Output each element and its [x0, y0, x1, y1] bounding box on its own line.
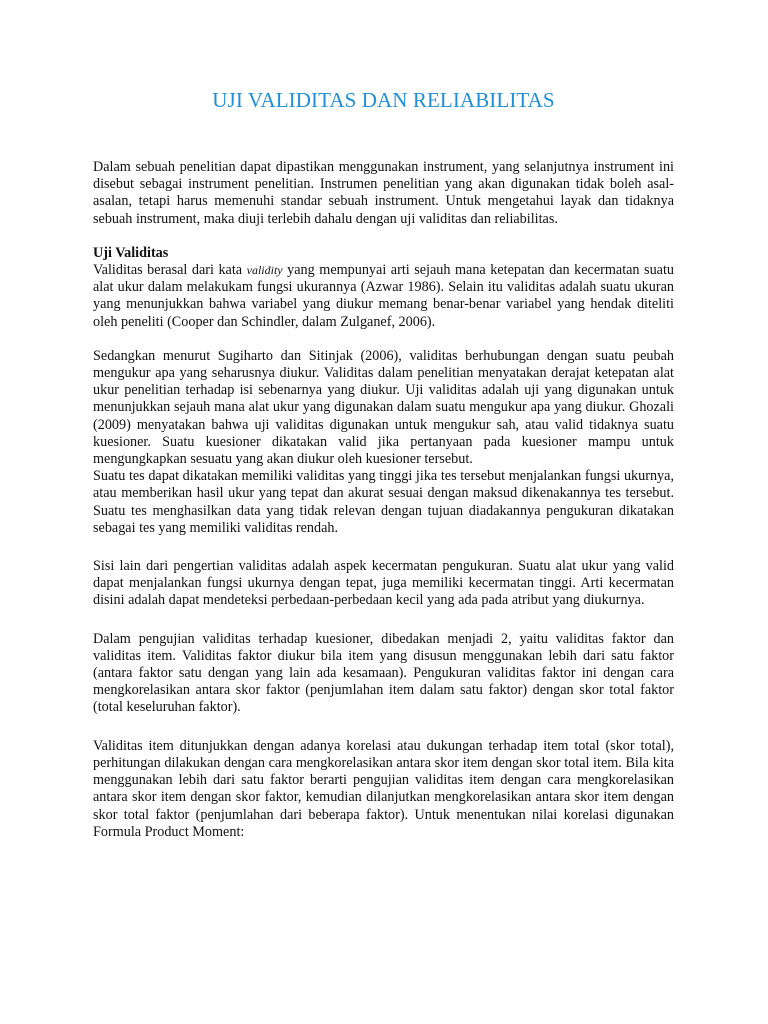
- document-title: UJI VALIDITAS DAN RELIABILITAS: [212, 88, 555, 112]
- paragraph-text: Validitas berasal dari kata: [93, 262, 247, 279]
- italic-term: validity: [246, 263, 283, 278]
- paragraph-test-validity: Suatu tes dapat dikatakan memiliki validitas yang tinggi jika tes tersebut menjalankan fungsi ukurnya, atau memberikan hasil ukur yang tepat dan akurat sesuai dengan maksud dikenakannya tes tersebut. Suatu tes menghasilkan data yang tidak relevan dengan tujuan diadakannya pengukuran dikatakan sebagai tes yang memiliki validitas rendah.: [93, 468, 674, 536]
- paragraph-accuracy: Sisi lain dari pengertian validitas adalah aspek kecermatan pengukuran. Suatu alat ukur yang valid dapat menjalankan fungsi ukurnya dengan tepat, juga memiliki kecermatan tinggi. Arti kecermatan disini adalah dapat mendeteksi perbedaan-perbedaan kecil yang ada pada atribut yang diukurnya.: [93, 558, 674, 609]
- paragraph-text: yang mempunyai arti sejauh mana ketepatan dan kecermatan suatu alat ukur dalam melakukam fungsi ukurannya (Azwar 1986). Selain itu validitas adalah suatu ukuran yang menunjukkan bahwa variabel yang diukur memang benar-benar variabel yang hendak diteliti oleh peneliti (Cooper dan Schindler, dalam Zulganef, 2006).: [93, 262, 675, 330]
- paragraph-factor-validity: Dalam pengujian validitas terhadap kuesioner, dibedakan menjadi 2, yaitu validitas faktor dan validitas item. Validitas faktor diukur bila item yang disusun menggunakan lebih dari satu faktor (antara faktor satu dengan yang lain ada kesamaan). Pengukuran validitas faktor ini dengan cara mengkorelasikan antara skor faktor (penjumlahan item dalam satu faktor) dengan skor total faktor (total keseluruhan faktor).: [93, 630, 674, 716]
- paragraph-validity-definition: [93, 262, 674, 331]
- section-heading: Uji Validitas: [93, 244, 169, 261]
- intro-paragraph: Dalam sebuah penelitian dapat dipastikan menggunakan instrument, yang selanjutnya instrument ini disebut sebagai instrument penelitian. Instrumen penelitian yang akan digunakan tidak boleh asal-asalan, tetapi harus memenuhi standar sebuah instrument. Untuk mengetahui layak dan tidaknya sebuah instrument, maka diuji terlebih dahalu dengan uji validitas dan reliabilitas.: [93, 159, 674, 227]
- paragraph-sugiharto: Sedangkan menurut Sugiharto dan Sitinjak (2006), validitas berhubungan dengan suatu peubah mengukur apa yang seharusnya diukur. Validitas dalam penelitian menyatakan derajat ketepatan alat ukur penelitian terhadap isi sebenarnya yang diukur. Uji validitas adalah uji yang digunakan untuk menunjukkan sejauh mana alat ukur yang digunakan dalam suatu mengukur apa yang diukur. Ghozali (2009) menyatakan bahwa uji validitas digunakan untuk mengukur sah, atau valid tidaknya suatu kuesioner. Suatu kuesioner dikatakan valid jika pertanyaan pada kuesioner mampu untuk mengungkapkan sesuatu yang akan diukur oleh kuesioner tersebut.: [93, 347, 674, 468]
- paragraph-item-validity: Validitas item ditunjukkan dengan adanya korelasi atau dukungan terhadap item total (skor total), perhitungan dilakukan dengan cara mengkorelasikan antara skor item dengan skor total item. Bila kita menggunakan lebih dari satu faktor berarti pengujian validitas item dengan cara mengkorelasikan antara skor item dengan skor faktor, kemudian dilanjutkan mengkorelasikan antara skor item dengan skor total faktor (penjumlahan dari beberapa faktor). Untuk menentukan nilai korelasi digunakan Formula Product Moment:: [93, 737, 674, 840]
